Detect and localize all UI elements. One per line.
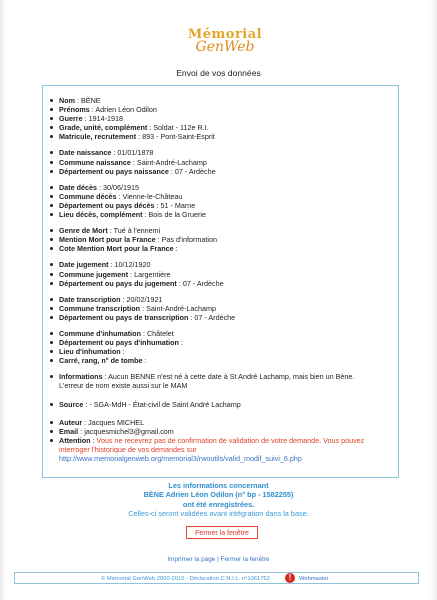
- field-item: Date jugement : 10/12/1920: [50, 260, 395, 269]
- field-item: Département ou pays de transcription : 07 - Ardèche: [50, 313, 395, 322]
- field-list: [50, 96, 395, 463]
- field-label: Email: [59, 426, 79, 436]
- page-title: Envoi de vos données: [176, 68, 261, 78]
- field-item: Commune transcription : Saint-André-Lachamp: [50, 304, 395, 313]
- print-page-link[interactable]: Imprimer la page: [167, 556, 216, 563]
- copyright-text: © Mémorial GenWeb 2000-2015 - Déclaration C.N.I.L. n°1061752: [101, 576, 270, 582]
- field-item: Nom : BÈNE: [50, 96, 395, 105]
- field-label: Date décès: [59, 182, 97, 192]
- field-value: jacquesmichel3@gmail.com: [84, 426, 174, 436]
- field-item: Informations : Aucun BENNE n'est né à cette date à St André Lachamp, mais bien un Bène. L'erreur de nom existe aussi sur le MAM: [50, 372, 395, 390]
- field-value: Vous ne recevrez pas de confirmation de validation de votre demande. Vous pouvez interroger l'historique de vos demandes sur: [59, 435, 365, 454]
- field-value: Pas d'information: [161, 235, 217, 245]
- field-value: Saint-André-Lachamp: [146, 303, 216, 313]
- field-item: Lieu d'inhumation :: [50, 347, 395, 356]
- logo-line-2: GenWeb: [195, 39, 255, 55]
- field-value: 01/01/1878: [117, 148, 154, 158]
- field-label: Lieu d'inhumation: [59, 347, 121, 357]
- confirmation-line-1: Les informations concernant: [168, 481, 269, 490]
- field-label: Département ou pays décès: [59, 200, 155, 210]
- field-label: Matricule, recrutement: [59, 132, 137, 142]
- field-label: Commune transcription: [59, 303, 141, 313]
- field-label: Genre de Mort: [59, 226, 108, 236]
- field-label: Commune naissance: [59, 157, 131, 167]
- field-value: Tué à l'ennemi: [113, 226, 161, 236]
- field-item: Date décès : 30/06/1915: [50, 183, 395, 192]
- confirmation-line-2: BÈNE Adrien Léon Odilon (n° bp - 1582255): [143, 490, 294, 500]
- field-label: Cote Mention Mort pour la France: [59, 244, 174, 254]
- field-label: Département ou pays naissance: [59, 166, 169, 176]
- close-window-button[interactable]: Fermer la fenêtre: [186, 526, 258, 539]
- field-value: 10/12/1920: [114, 260, 151, 270]
- field-label: Grade, unité, complément: [59, 123, 148, 133]
- field-label: Département ou pays de transcription: [59, 312, 189, 322]
- field-label: Attention: [59, 435, 91, 445]
- memorial-genweb-logo: [170, 28, 280, 54]
- field-value: BÈNE: [80, 96, 101, 105]
- field-value: Vienne-le-Château: [122, 191, 183, 201]
- field-label: Lieu décès, complément: [59, 210, 143, 220]
- field-item: Date transcription : 20/02/1921: [50, 295, 395, 304]
- field-label: Commune jugement: [59, 269, 129, 279]
- alert-icon: !: [285, 573, 295, 583]
- field-item: Carré, rang, n° de tombe :: [50, 356, 395, 365]
- field-value: 07 - Ardèche: [182, 278, 224, 288]
- field-value: Largentière: [134, 269, 171, 279]
- field-item: Auteur : Jacques MICHEL: [50, 418, 395, 427]
- field-item: Prénoms : Adrien Léon Odilon: [50, 105, 395, 114]
- field-item: Email : jacquesmichel3@gmail.com: [50, 427, 395, 436]
- field-value: 20/02/1921: [126, 294, 163, 304]
- field-item: Guerre : 1914-1918: [50, 114, 395, 123]
- field-value: Jacques MICHEL: [88, 417, 145, 427]
- field-item: Grade, unité, complément : Soldat - 112e R.I.: [50, 123, 395, 132]
- field-extra-note: L'erreur de nom existe aussi sur le MAM: [59, 381, 188, 391]
- confirmation-line-4: Celles-ci seront validées avant intégration dans la base.: [128, 508, 309, 518]
- field-label: Département ou pays du jugement: [59, 278, 177, 288]
- field-label: Informations: [59, 372, 103, 382]
- field-value: 07 - Ardèche: [194, 312, 236, 322]
- field-value: Soldat - 112e R.I.: [153, 123, 209, 133]
- field-label: Date jugement: [59, 260, 109, 270]
- confirmation-message: [0, 481, 437, 518]
- field-label: Commune décès: [59, 191, 117, 201]
- field-label: Source: [59, 399, 84, 409]
- field-value: Châtelet: [146, 328, 174, 338]
- field-value: Saint-André-Lachamp: [136, 157, 207, 167]
- field-value: Bois de la Gruerie: [148, 210, 207, 220]
- field-value: 893 - Pont-Saint-Esprit: [142, 132, 215, 142]
- field-label: Date transcription: [59, 294, 121, 304]
- field-item: Attention : Vous ne recevrez pas de confirmation de validation de votre demande. Vous pouvez interroger l'historique de vos demandes sur http://www.memorialgenweb.org/memorial3/rwoutils/valid_modif_suivi_6.php: [50, 436, 395, 463]
- field-item: Genre de Mort : Tué à l'ennemi: [50, 226, 395, 235]
- confirmation-line-3: ont été enregistrées.: [182, 499, 255, 509]
- field-value: Aucun BENNE n'est né à cette date à St André Lachamp, mais bien un Bène.: [108, 372, 355, 382]
- field-value: 07 - Ardèche: [174, 166, 216, 176]
- close-window-link[interactable]: Fermer la fenêtre: [220, 556, 270, 563]
- field-item: Commune décès : Vienne-le-Château: [50, 192, 395, 201]
- field-value: - SGA-MdH - État-civil de Saint André Lachamp: [89, 399, 241, 409]
- field-item: Commune d'inhumation : Châtelet: [50, 329, 395, 338]
- field-item: Département ou pays du jugement : 07 - Ardèche: [50, 279, 395, 288]
- field-item: Date naissance : 01/01/1878: [50, 148, 395, 157]
- field-label: Carré, rang, n° de tombe: [59, 356, 143, 366]
- field-item: Commune naissance : Saint-André-Lachamp: [50, 158, 395, 167]
- field-value: 1914-1918: [88, 114, 123, 124]
- field-label: Nom: [59, 96, 75, 105]
- webmaster-link[interactable]: Webmaster: [299, 576, 329, 582]
- field-item: Département ou pays naissance : 07 - Ardèche: [50, 167, 395, 176]
- field-label: Guerre: [59, 114, 83, 124]
- field-value: 51 - Marne: [160, 200, 196, 210]
- field-label: Commune d'inhumation: [59, 328, 141, 338]
- field-label: Date naissance: [59, 148, 112, 158]
- field-item: Lieu décès, complément : Bois de la Gruerie: [50, 210, 395, 219]
- field-item: Département ou pays d'inhumation :: [50, 338, 395, 347]
- logo-line-1: Mémorial: [187, 27, 263, 42]
- field-item: Cote Mention Mort pour la France :: [50, 244, 395, 253]
- field-item: Département ou pays décès : 51 - Marne: [50, 201, 395, 210]
- link-separator: |: [217, 556, 219, 563]
- field-item: Source : - SGA-MdH - État-civil de Saint André Lachamp: [50, 400, 395, 409]
- field-value: Adrien Léon Odilon: [95, 105, 157, 115]
- footer-links: [0, 556, 437, 563]
- history-link[interactable]: http://www.memorialgenweb.org/memorial3/rwoutils/valid_modif_suivi_6.php: [59, 454, 302, 463]
- field-label: Mention Mort pour la France: [59, 235, 156, 245]
- bottom-bar: [14, 572, 419, 584]
- field-item: Matricule, recrutement : 893 - Pont-Saint-Esprit: [50, 132, 395, 141]
- field-item: Mention Mort pour la France : Pas d'information: [50, 235, 395, 244]
- field-item: Commune jugement : Largentière: [50, 270, 395, 279]
- field-label: Département ou pays d'inhumation: [59, 338, 179, 348]
- field-label: Auteur: [59, 417, 83, 427]
- field-value: 30/06/1915: [102, 182, 139, 192]
- field-label: Prénoms: [59, 105, 90, 115]
